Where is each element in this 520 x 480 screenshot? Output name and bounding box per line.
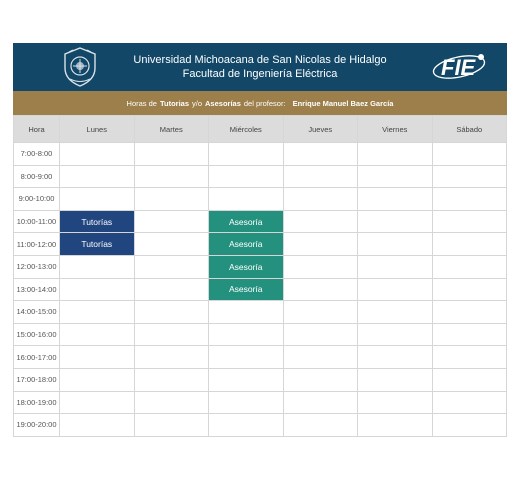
info-asesorias: Asesorías: [205, 98, 241, 108]
empty-slot[interactable]: [209, 143, 284, 166]
table-row: [14, 301, 507, 324]
empty-slot[interactable]: [432, 233, 507, 256]
empty-slot[interactable]: [432, 278, 507, 301]
asesoria-slot[interactable]: Asesoría: [209, 233, 284, 256]
column-header-hora: Hora: [14, 116, 60, 143]
column-header-day: Lunes: [60, 116, 135, 143]
empty-slot[interactable]: [283, 368, 358, 391]
empty-slot[interactable]: [60, 278, 135, 301]
empty-slot[interactable]: [432, 323, 507, 346]
table-row: [14, 323, 507, 346]
table-row: [14, 210, 507, 233]
empty-slot[interactable]: [60, 188, 135, 211]
empty-slot[interactable]: [432, 210, 507, 233]
info-tutorias: Tutorias: [159, 98, 189, 108]
faculty-name: Facultad de Ingeniería Eléctrica: [182, 68, 338, 80]
hour-label: 17:00-18:00: [14, 368, 60, 391]
table-row: [14, 165, 507, 188]
empty-slot[interactable]: [60, 143, 135, 166]
empty-slot[interactable]: [358, 143, 433, 166]
empty-slot[interactable]: [432, 346, 507, 369]
empty-slot[interactable]: [134, 414, 209, 437]
empty-slot[interactable]: [283, 346, 358, 369]
empty-slot[interactable]: [358, 414, 433, 437]
info-prefix: Horas de: [126, 98, 157, 108]
schedule-header-row: [14, 116, 507, 143]
column-header-day: Martes: [134, 116, 209, 143]
empty-slot[interactable]: [358, 188, 433, 211]
fie-logo-icon: [431, 49, 489, 83]
university-seal-icon: [61, 46, 99, 88]
empty-slot[interactable]: [60, 165, 135, 188]
empty-slot[interactable]: [134, 346, 209, 369]
empty-slot[interactable]: [283, 391, 358, 414]
asesoria-slot[interactable]: Asesoría: [209, 278, 284, 301]
hour-label: 16:00-17:00: [14, 346, 60, 369]
column-header-day: Miércoles: [209, 116, 284, 143]
hour-label: 7:00-8:00: [14, 143, 60, 166]
empty-slot[interactable]: [60, 368, 135, 391]
table-row: [14, 368, 507, 391]
empty-slot[interactable]: [283, 414, 358, 437]
table-row: [14, 188, 507, 211]
empty-slot[interactable]: [209, 301, 284, 324]
asesoria-slot[interactable]: Asesoría: [209, 255, 284, 278]
empty-slot[interactable]: [283, 188, 358, 211]
empty-slot[interactable]: [134, 143, 209, 166]
empty-slot[interactable]: [358, 165, 433, 188]
hour-label: 15:00-16:00: [14, 323, 60, 346]
table-row: [14, 414, 507, 437]
hour-label: 13:00-14:00: [14, 278, 60, 301]
empty-slot[interactable]: [283, 255, 358, 278]
column-header-day: Sábado: [432, 116, 507, 143]
empty-slot[interactable]: [134, 323, 209, 346]
empty-slot[interactable]: [432, 188, 507, 211]
info-middle: y/o: [192, 98, 203, 108]
empty-slot[interactable]: [209, 391, 284, 414]
empty-slot[interactable]: [60, 391, 135, 414]
empty-slot[interactable]: [358, 368, 433, 391]
table-row: [14, 278, 507, 301]
empty-slot[interactable]: [358, 255, 433, 278]
empty-slot[interactable]: [209, 165, 284, 188]
empty-slot[interactable]: [432, 255, 507, 278]
empty-slot[interactable]: [283, 165, 358, 188]
schedule-body: [14, 143, 507, 437]
empty-slot[interactable]: [134, 368, 209, 391]
asesoria-slot[interactable]: Asesoría: [209, 210, 284, 233]
empty-slot[interactable]: [432, 368, 507, 391]
empty-slot[interactable]: [209, 188, 284, 211]
empty-slot[interactable]: [432, 143, 507, 166]
empty-slot[interactable]: [432, 301, 507, 324]
schedule-table: [13, 115, 507, 437]
hour-label: 14:00-15:00: [14, 301, 60, 324]
empty-slot[interactable]: [358, 346, 433, 369]
schedule-sheet: [13, 43, 507, 437]
empty-slot[interactable]: [432, 391, 507, 414]
table-row: [14, 346, 507, 369]
empty-slot[interactable]: [283, 301, 358, 324]
hour-label: 12:00-13:00: [14, 255, 60, 278]
column-header-day: Viernes: [358, 116, 433, 143]
empty-slot[interactable]: [134, 278, 209, 301]
hour-label: 11:00-12:00: [14, 233, 60, 256]
professor-name: Enrique Manuel Baez García: [292, 98, 394, 108]
empty-slot[interactable]: [60, 323, 135, 346]
tutoria-slot[interactable]: Tutorías: [60, 210, 135, 233]
empty-slot[interactable]: [358, 233, 433, 256]
hour-label: 8:00-9:00: [14, 165, 60, 188]
empty-slot[interactable]: [209, 323, 284, 346]
table-row: [14, 233, 507, 256]
empty-slot[interactable]: [134, 391, 209, 414]
empty-slot[interactable]: [60, 414, 135, 437]
empty-slot[interactable]: [134, 255, 209, 278]
empty-slot[interactable]: [209, 414, 284, 437]
empty-slot[interactable]: [432, 165, 507, 188]
column-header-day: Jueves: [283, 116, 358, 143]
empty-slot[interactable]: [283, 143, 358, 166]
empty-slot[interactable]: [358, 278, 433, 301]
hour-label: 10:00-11:00: [14, 210, 60, 233]
hour-label: 9:00-10:00: [14, 188, 60, 211]
empty-slot[interactable]: [134, 301, 209, 324]
table-row: [14, 255, 507, 278]
empty-slot[interactable]: [134, 188, 209, 211]
info-suffix: del profesor:: [243, 98, 286, 108]
empty-slot[interactable]: [358, 391, 433, 414]
table-row: [14, 391, 507, 414]
university-name: Universidad Michoacana de San Nicolas de Hidalgo: [133, 54, 387, 66]
hour-label: 18:00-19:00: [14, 391, 60, 414]
professor-info-bar: [13, 91, 507, 115]
empty-slot[interactable]: [358, 210, 433, 233]
empty-slot[interactable]: [358, 323, 433, 346]
empty-slot[interactable]: [60, 301, 135, 324]
empty-slot[interactable]: [134, 233, 209, 256]
empty-slot[interactable]: [358, 301, 433, 324]
empty-slot[interactable]: [432, 414, 507, 437]
table-row: [14, 143, 507, 166]
hour-label: 19:00-20:00: [14, 414, 60, 437]
empty-slot[interactable]: [60, 346, 135, 369]
empty-slot[interactable]: [60, 255, 135, 278]
fie-logo-text: FIE: [441, 55, 476, 80]
empty-slot[interactable]: [134, 210, 209, 233]
empty-slot[interactable]: [283, 210, 358, 233]
empty-slot[interactable]: [283, 323, 358, 346]
header-banner: [13, 43, 507, 91]
tutoria-slot[interactable]: Tutorías: [60, 233, 135, 256]
empty-slot[interactable]: [283, 278, 358, 301]
empty-slot[interactable]: [283, 233, 358, 256]
empty-slot[interactable]: [134, 165, 209, 188]
empty-slot[interactable]: [209, 346, 284, 369]
empty-slot[interactable]: [209, 368, 284, 391]
